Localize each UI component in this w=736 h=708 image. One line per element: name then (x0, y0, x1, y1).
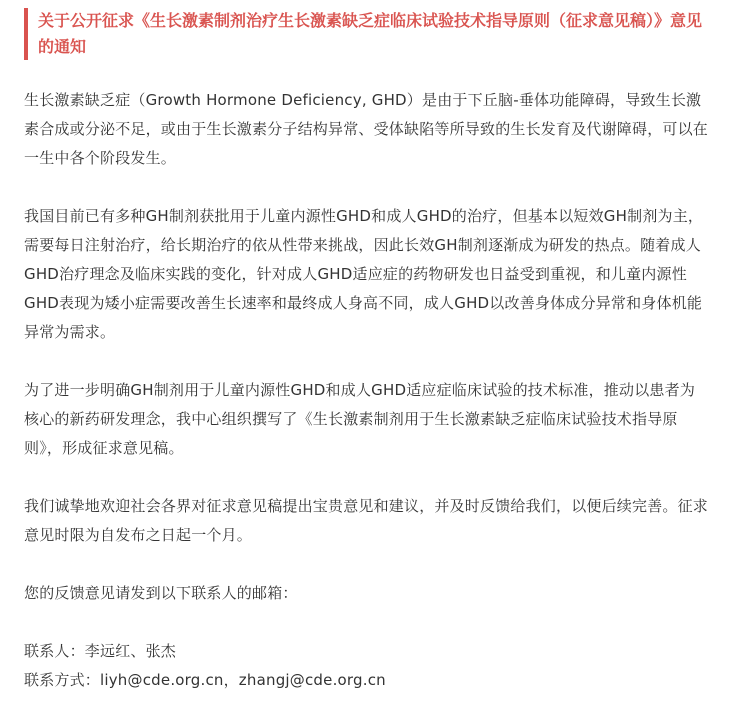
paragraph-ghd-definition: 生长激素缺乏症（Growth Hormone Deficiency, GHD）是由于下丘脑-垂体功能障碍，导致生长激素合成或分泌不足，或由于生长激素分子结构异常、受体缺陷等所导致的生长发育及代谢障碍，可以在一生中各个阶段发生。 (24, 91, 709, 167)
paragraph-current-status: 我国目前已有多种GH制剂获批用于儿童内源性GHD和成人GHD的治疗，但基本以短效GH制剂为主，需要每日注射治疗，给长期治疗的依从性带来挑战，因此长效GH制剂逐渐成为研发的热点。随着成人GHD治疗理念及临床实践的变化，针对成人GHD适应症的药物研发也日益受到重视，和儿童内源性GHD表现为矮小症需要改善生长速率和最终成人身高不同，成人GHD以改善身体成分异常和身体机能异常为需求。 (24, 207, 704, 341)
notice-page (0, 8, 736, 708)
notice-title: 关于公开征求《生长激素制剂治疗生长激素缺乏症临床试验技术指导原则（征求意见稿）》意见的通知 (38, 11, 703, 56)
title-accent-bar (24, 8, 28, 60)
contact-people: 联系人：李远红、张杰 (24, 642, 177, 660)
paragraph-purpose: 为了进一步明确GH制剂用于儿童内源性GHD和成人GHD适应症临床试验的技术标准，推动以患者为核心的新药研发理念，我中心组织撰写了《生长激素制剂用于生长激素缺乏症临床试验技术指导原则》，形成征求意见稿。 (24, 381, 696, 457)
notice-title-block (24, 8, 708, 60)
paragraph-feedback-instruction: 您的反馈意见请发到以下联系人的邮箱： (24, 584, 298, 602)
contact-block (24, 637, 708, 695)
paragraph-invitation: 我们诚挚地欢迎社会各界对征求意见稿提出宝贵意见和建议，并及时反馈给我们，以便后续完善。征求意见时限为自发布之日起一个月。 (24, 497, 709, 544)
contact-methods: 联系方式：liyh@cde.org.cn，zhangj@cde.org.cn (24, 671, 386, 689)
